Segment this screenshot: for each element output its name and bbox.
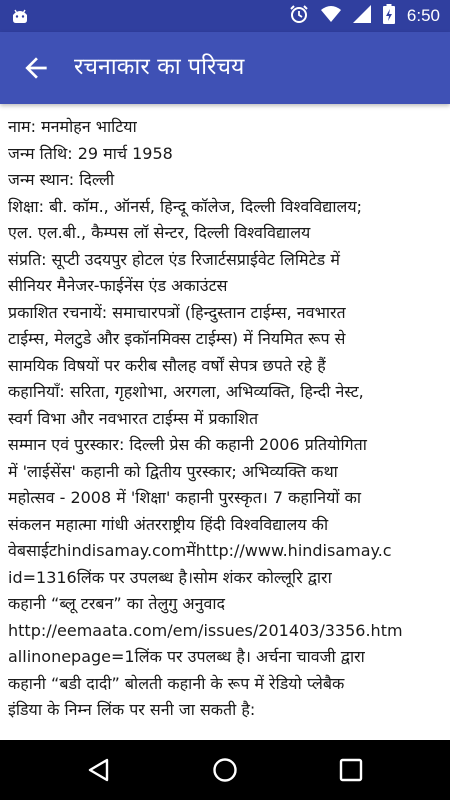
android-icon — [10, 7, 30, 29]
alarm-icon — [289, 4, 309, 28]
bio-line: जन्म तिथि: 29 मार्च 1958 — [8, 143, 173, 163]
bio-line: स्वर्ग विभा और नवभारत टाईम्स में प्रकाशित — [8, 408, 259, 428]
app-bar — [0, 32, 450, 104]
status-time: 6:50 — [406, 6, 440, 25]
home-circle-icon[interactable] — [212, 757, 238, 783]
bio-line: एल. एल.बी., कैम्पस लॉ सेन्टर, दिल्ली विश्वविद्यालय — [8, 223, 311, 242]
author-bio-content[interactable] — [8, 114, 448, 740]
bio-line: सामयिक विषयों पर करीब सौलह वर्षों सेपत्र छपते रहे हैं — [8, 355, 326, 375]
back-triangle-icon[interactable] — [86, 757, 112, 783]
battery-charging-icon — [383, 4, 395, 28]
bio-line: id=1316लिंक पर उपलब्ध है।सोम शंकर कोल्लूरि द्वारा — [8, 567, 332, 587]
status-bar — [0, 0, 450, 32]
bio-line: सीनियर मैनेजर-फाईनेंस एंड अकाउंटस — [8, 276, 228, 295]
arrow-back-icon[interactable] — [20, 52, 52, 84]
bio-line: टाईम्स, मेलटुडे और इकॉनमिक्स टाईम्स) में नियमित रूप से — [8, 329, 346, 348]
bio-line-hindisamay-link[interactable]: वेबसाईटhindisamay.comमेंhttp://www.hindisamay.c — [8, 541, 392, 560]
recents-square-icon[interactable] — [338, 757, 364, 783]
bio-line: नाम: मनमोहन भाटिया — [8, 117, 137, 136]
bio-line: कहानी “ब्लू टरबन” का तेलुगु अनुवाद — [8, 594, 226, 613]
bio-line: महोत्सव - 2008 में 'शिक्षा' कहानी पुरस्कृत। 7 कहानियों का — [8, 488, 362, 507]
bio-line: इंडिया के निम्न लिंक पर सनी जा सकती है: — [8, 700, 256, 719]
bio-line: प्रकाशित रचनायें: समाचारपत्रों (हिन्दुस्तान टाईम्स, नवभारत — [8, 302, 346, 322]
system-nav-bar — [0, 740, 450, 800]
bio-line: संकलन महात्मा गांधी अंतरराष्ट्रीय हिंदी विश्वविद्यालय की — [8, 514, 329, 534]
signal-icon — [353, 5, 371, 27]
bio-line: कहानी “बडी दादी” बोलती कहानी के रूप में रेडियो प्लेबैक — [8, 673, 345, 693]
bio-line: सम्मान एवं पुरस्कार: दिल्ली प्रेस की कहानी 2006 प्रतियोगिता — [8, 435, 367, 454]
bio-line: कहानियाँ: सरिता, गृहशोभा, अरगला, अभिव्यक्ति, हिन्दी नेस्ट, — [8, 382, 364, 401]
page-title: रचनाकार का परिचय — [74, 54, 245, 80]
bio-line: में 'लाईसेंस' कहानी को द्वितीय पुरस्कार; अभिव्यक्ति कथा — [8, 461, 338, 481]
bio-line-eemaata-link[interactable]: http://eemaata.com/em/issues/201403/3356.htm — [8, 620, 403, 640]
bio-line: शिक्षा: बी. कॉम., ऑनर्स, हिन्दू कॉलेज, दिल्ली विश्वविद्यालय; — [8, 196, 363, 216]
bio-line: allinonepage=1लिंक पर उपलब्ध है। अर्चना चावजी द्वारा — [8, 647, 365, 666]
bio-line: संप्रति: सूप्टी उदयपुर होटल एंड रिजार्टसप्राईवेट लिमिटेड में — [8, 249, 340, 269]
bio-line: जन्म स्थान: दिल्ली — [8, 170, 115, 189]
wifi-icon — [321, 5, 341, 27]
